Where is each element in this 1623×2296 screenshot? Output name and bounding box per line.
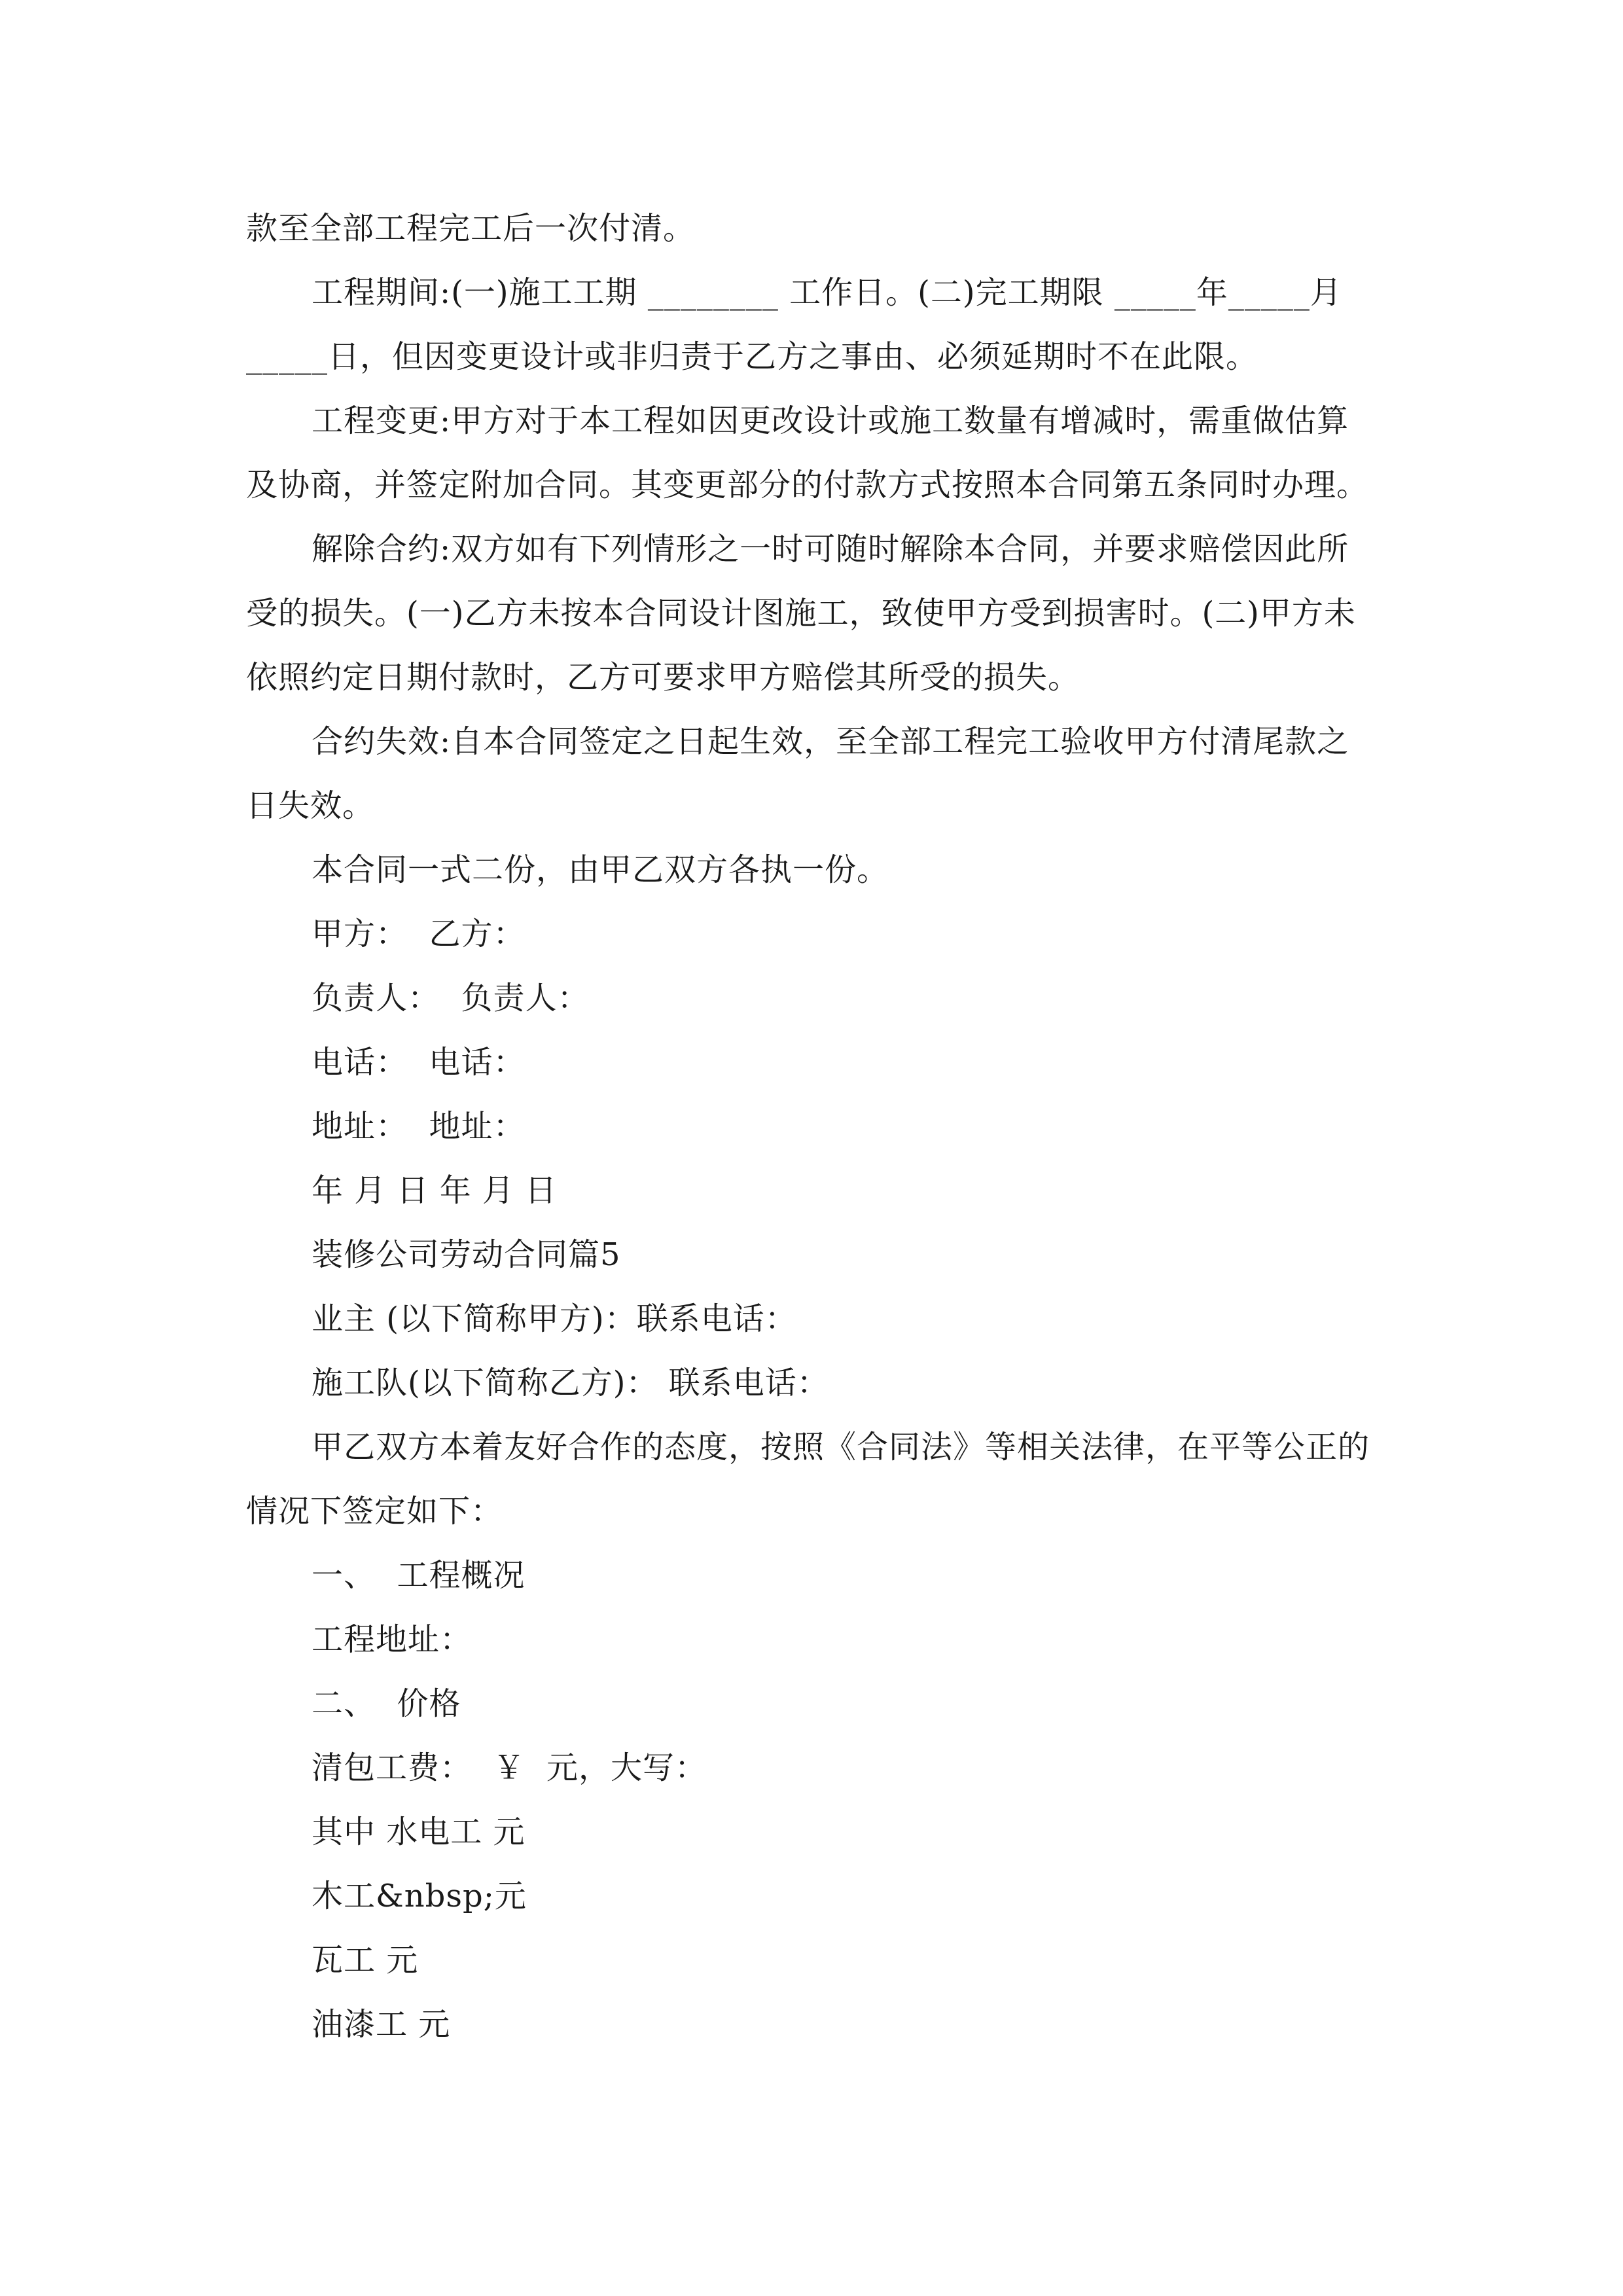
text-line: 业主 (以下简称甲方)：联系电话： [312, 1300, 797, 1337]
text-line: 二、 价格 [312, 1685, 461, 1722]
text-line: 电话： 电话： [312, 1044, 526, 1081]
text-line: 施工队(以下简称乙方)： 联系电话： [312, 1365, 829, 1401]
text-line: 工程变更:甲方对于本工程如因更改设计或施工数量有增减时，需重做估算 [312, 403, 1349, 439]
text-line: 合约失效:自本合同签定之日起生效，至全部工程完工验收甲方付清尾款之 [312, 723, 1349, 760]
text-line: 年 月 日 年 月 日 [312, 1172, 558, 1209]
text-line: 油漆工 元 [312, 2006, 451, 2043]
text-line: 受的损失。(一)乙方未按本合同设计图施工，致使甲方受到损害时。(二)甲方未 [246, 595, 1356, 632]
text-line: 清包工费： ￥ 元，大写： [312, 1749, 707, 1786]
text-line: 甲乙双方本着友好合作的态度，按照《合同法》等相关法律，在平等公正的 [312, 1429, 1370, 1465]
text-line: 款至全部工程完工后一次付清。 [246, 210, 696, 247]
text-line: 日失效。 [246, 787, 375, 824]
text-line: 本合同一式二份，由甲乙双方各执一份。 [312, 852, 889, 888]
text-line: 木工&nbsp;元 [312, 1878, 527, 1914]
text-line: 瓦工 元 [312, 1942, 419, 1979]
text-line: 其中 水电工 元 [312, 1814, 526, 1850]
text-line: 地址： 地址： [312, 1108, 526, 1145]
text-line: _____日，但因变更设计或非归责于乙方之事由、必须延期时不在此限。 [246, 338, 1258, 375]
document-body [246, 196, 1385, 2056]
text-line: 甲方： 乙方： [312, 916, 526, 952]
text-line: 工程地址： [312, 1621, 473, 1658]
text-line: 负责人： 负责人： [312, 980, 590, 1016]
text-line: 装修公司劳动合同篇5 [312, 1236, 621, 1273]
text-line: 一、 工程概况 [312, 1557, 526, 1594]
text-line: 及协商，并签定附加合同。其变更部分的付款方式按照本合同第五条同时办理。 [246, 467, 1369, 503]
text-line: 情况下签定如下： [246, 1493, 503, 1530]
text-line: 解除合约:双方如有下列情形之一时可随时解除本合同，并要求赔偿因此所 [312, 531, 1349, 567]
text-line: 依照约定日期付款时，乙方可要求甲方赔偿其所受的损失。 [246, 659, 1080, 696]
text-line: 工程期间:(一)施工工期 ________ 工作日。(二)完工期限 _____年_____月 [312, 274, 1342, 311]
